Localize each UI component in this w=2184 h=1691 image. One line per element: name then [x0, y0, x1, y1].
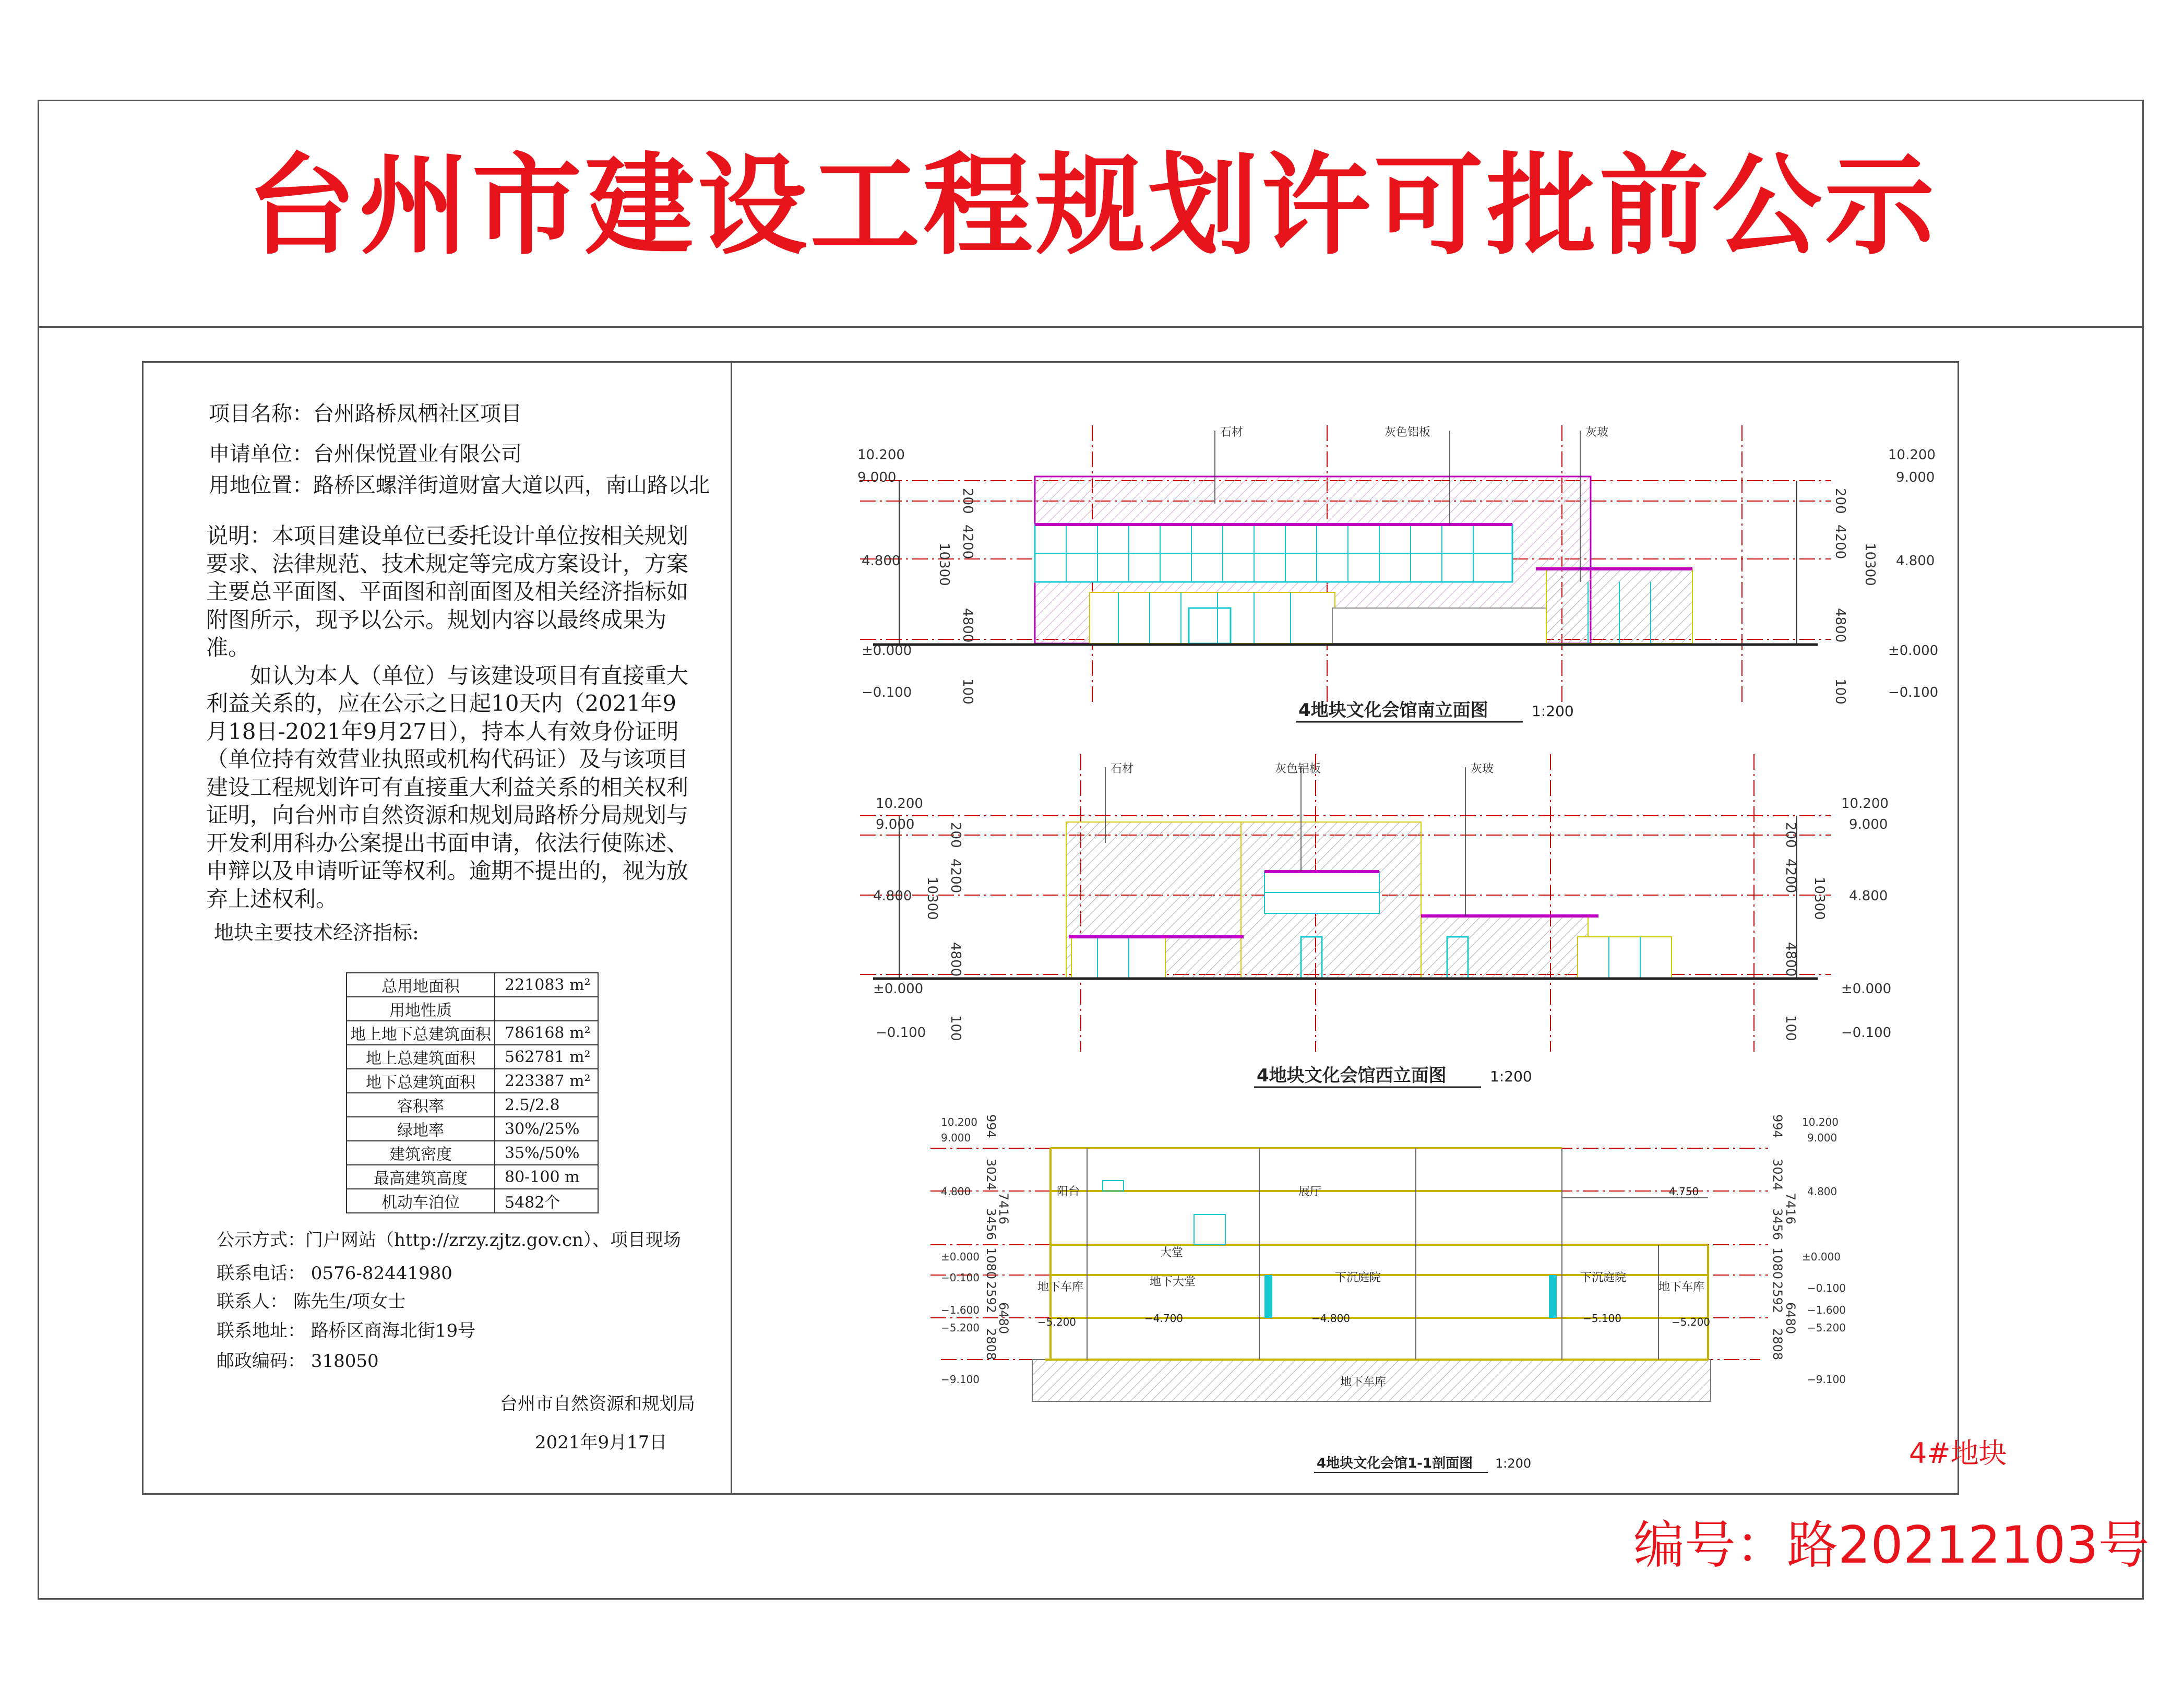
dim-label: 6480 [1783, 1302, 1798, 1335]
level-label: 9.000 [941, 1132, 971, 1144]
project-name: 项目名称：台州路桥凤栖社区项目 [209, 402, 522, 426]
level-label: ±0.000 [1802, 1251, 1841, 1263]
permit-number: 编号：路20212103号 [1633, 1516, 2150, 1575]
level-label: ±0.000 [941, 1251, 980, 1263]
room-label: 下沉庭院 [1580, 1271, 1627, 1284]
level-label: −1.600 [941, 1304, 980, 1316]
level-mark: −4.800 [1311, 1312, 1351, 1325]
dim-label: 200 [1832, 488, 1848, 514]
level-mark: −4.700 [1144, 1312, 1184, 1325]
table-row: 容积率 2.5/2.8 [347, 1093, 598, 1117]
level-label: ±0.000 [1888, 643, 1939, 659]
issue-date: 2021年9月17日 [535, 1432, 667, 1453]
dim-label: 1080 [1770, 1247, 1785, 1280]
dim-label: 1080 [984, 1247, 998, 1280]
level-label: −0.100 [1841, 1025, 1892, 1041]
indicators-table [346, 972, 599, 1213]
contact-address: 联系地址： 路桥区商海北街19号 [217, 1320, 476, 1341]
dim-label: 2808 [984, 1328, 998, 1361]
header-divider [38, 326, 2144, 328]
dim-label: 6480 [996, 1302, 1011, 1335]
dim-label: 4800 [960, 608, 975, 643]
room-label: 地下车库 [1658, 1281, 1705, 1294]
level-label: 9.000 [1896, 470, 1935, 485]
table-row: 地下总建筑面积 223387 m² [347, 1069, 598, 1093]
dim-label: 4200 [948, 859, 963, 894]
material-label: 灰色铝板 [1275, 763, 1321, 776]
level-label: −1.600 [1807, 1304, 1846, 1316]
room-label: 地下车库 [1340, 1376, 1387, 1389]
room-label: 地下车库 [1037, 1281, 1084, 1294]
level-label: 10.200 [857, 447, 905, 463]
table-row: 建筑密度 35%/50% [347, 1141, 598, 1165]
dim-label: 4800 [1783, 942, 1798, 977]
level-mark: −5.200 [1037, 1316, 1077, 1328]
west-elevation-title: 4地块文化会馆西立面图 [1257, 1065, 1447, 1086]
description [206, 522, 691, 913]
material-label: 石材 [1220, 426, 1244, 439]
level-label: −0.100 [1807, 1282, 1846, 1294]
level-label: 9.000 [1849, 817, 1888, 832]
dim-label: 10300 [1862, 543, 1878, 586]
dim-label: 3024 [984, 1159, 998, 1191]
level-label: 9.000 [857, 470, 897, 485]
dim-label: 3456 [1770, 1208, 1785, 1241]
level-label: 4.800 [1849, 888, 1888, 904]
table-row: 用地性质 [347, 997, 598, 1021]
material-label: 灰色铝板 [1385, 426, 1431, 439]
dim-label: 100 [1783, 1015, 1798, 1041]
room-label: 下沉庭院 [1335, 1271, 1381, 1284]
dim-label: 3456 [984, 1208, 998, 1241]
room-label: 展厅 [1298, 1185, 1322, 1198]
site-location: 用地位置：路桥区螺洋街道财富大道以西，南山路以北 [209, 473, 710, 497]
level-label: ±0.000 [873, 981, 924, 997]
applicant: 申请单位：台州保悦置业有限公司 [209, 442, 522, 466]
level-label: −0.100 [1888, 685, 1939, 700]
dim-label: 200 [960, 488, 975, 514]
table-row: 机动车泊位 5482个 [347, 1189, 598, 1213]
dim-label: 2808 [1770, 1328, 1785, 1361]
dim-label: 4200 [1832, 525, 1848, 559]
level-label: 10.200 [1802, 1116, 1839, 1128]
dim-label: 200 [1783, 822, 1798, 848]
level-label: 4.800 [873, 888, 912, 904]
section-1-1 [930, 1114, 1846, 1472]
material-label: 石材 [1111, 763, 1134, 776]
dim-label: 4800 [948, 942, 963, 977]
dim-label: 994 [984, 1114, 998, 1138]
table-row: 绿地率 30%/25% [347, 1117, 598, 1141]
south-elevation-title: 4地块文化会馆南立面图 [1298, 700, 1488, 721]
south-elevation-scale: 1:200 [1532, 702, 1574, 720]
level-label: −9.100 [1807, 1373, 1846, 1386]
page-title: 台州市建设工程规划许可批前公示 [246, 142, 1938, 270]
level-label: 10.200 [1888, 447, 1936, 463]
dim-label: 2592 [1770, 1281, 1785, 1314]
table-row: 最高建筑高度 80-100 m [347, 1165, 598, 1189]
west-elevation [860, 754, 1891, 1087]
level-label: −5.200 [941, 1321, 980, 1334]
section-title: 4地块文化会馆1-1剖面图 [1317, 1456, 1473, 1471]
dim-label: 2592 [984, 1281, 998, 1314]
dim-label: 7416 [996, 1193, 1011, 1225]
drawings-panel [732, 363, 2007, 1490]
dim-label: 100 [948, 1015, 963, 1041]
dim-label: 4200 [1783, 859, 1798, 894]
postcode: 邮政编码： 318050 [217, 1351, 379, 1372]
level-label: −0.100 [876, 1025, 926, 1041]
level-label: 4.800 [941, 1185, 971, 1198]
level-label: ±0.000 [862, 643, 912, 659]
dim-label: 200 [948, 822, 963, 848]
room-label: 地下大堂 [1150, 1276, 1196, 1289]
level-label: 10.200 [941, 1116, 977, 1128]
table-row: 地上总建筑面积 562781 m² [347, 1045, 598, 1069]
level-label: −5.200 [1807, 1321, 1846, 1334]
publicity-method: 公示方式：门户网站（http://zrzy.zjtz.gov.cn）、项目现场 [217, 1230, 681, 1251]
dim-label: 994 [1770, 1114, 1785, 1138]
issuer: 台州市自然资源和规划局 [500, 1394, 695, 1414]
level-label: −9.100 [941, 1373, 980, 1386]
dim-label: 7416 [1783, 1193, 1798, 1225]
dim-label: 10300 [924, 877, 940, 920]
south-elevation [857, 425, 1938, 722]
level-mark: 4.750 [1669, 1185, 1699, 1198]
level-label: 10.200 [876, 796, 923, 812]
dim-label: 10300 [1811, 877, 1827, 920]
west-elevation-scale: 1:200 [1490, 1068, 1532, 1085]
block-label: 4#地块 [1909, 1437, 2007, 1470]
room-label: 阳台 [1057, 1185, 1080, 1198]
indicators-heading: 地块主要技术经济指标: [214, 921, 419, 944]
level-mark: −5.200 [1672, 1316, 1711, 1328]
description-p1: 说明：本项目建设单位已委托设计单位按相关规划要求、法律规范、技术规定等完成方案设计，方案主要总平面图、平面图和剖面图及相关经济指标如附图所示，现予以公示。规划内容以最终成果为准。 [206, 523, 689, 660]
contact-phone: 联系电话： 0576-82441980 [217, 1263, 452, 1284]
table-row: 地上地下总建筑面积 786168 m² [347, 1021, 598, 1045]
room-label: 大堂 [1160, 1246, 1184, 1259]
level-label: −0.100 [941, 1271, 980, 1284]
dim-label: 3024 [1770, 1159, 1785, 1191]
dim-label: 10300 [936, 543, 952, 586]
dim-label: 4200 [960, 525, 975, 559]
dim-label: 100 [1832, 678, 1848, 705]
dim-label: 100 [960, 678, 975, 705]
level-label: 4.800 [1807, 1185, 1837, 1198]
material-label: 灰玻 [1471, 763, 1494, 776]
level-label: 9.000 [1807, 1132, 1837, 1144]
dim-label: 4800 [1832, 608, 1848, 643]
level-mark: −5.100 [1583, 1312, 1622, 1325]
level-label: 4.800 [1896, 553, 1935, 569]
section-scale: 1:200 [1495, 1456, 1532, 1471]
level-label: 4.800 [862, 553, 901, 569]
description-p2: 如认为本人（单位）与该建设项目有直接重大利益关系的，应在公示之日起10天内（2021年9月18日-2021年9月27日），持本人有效身份证明（单位持有效营业执照或机构代码证）及与该项目建设工程规划许可有直接重大利益关系的相关权利证明，向台州市自然资源和规划局路桥分局规划与开发利用科办公案提出书面申请，依法行使陈述、申辩以及申请听证等权利。逾期不提出的，视为放弃上述权利。 [206, 662, 689, 912]
level-label: ±0.000 [1841, 981, 1892, 997]
table-row: 总用地面积 221083 m² [347, 973, 598, 997]
level-label: 9.000 [876, 817, 915, 832]
level-label: 10.200 [1841, 796, 1889, 812]
material-label: 灰玻 [1585, 426, 1609, 439]
level-label: −0.100 [862, 685, 912, 700]
contact-person: 联系人： 陈先生/项女士 [217, 1291, 406, 1312]
